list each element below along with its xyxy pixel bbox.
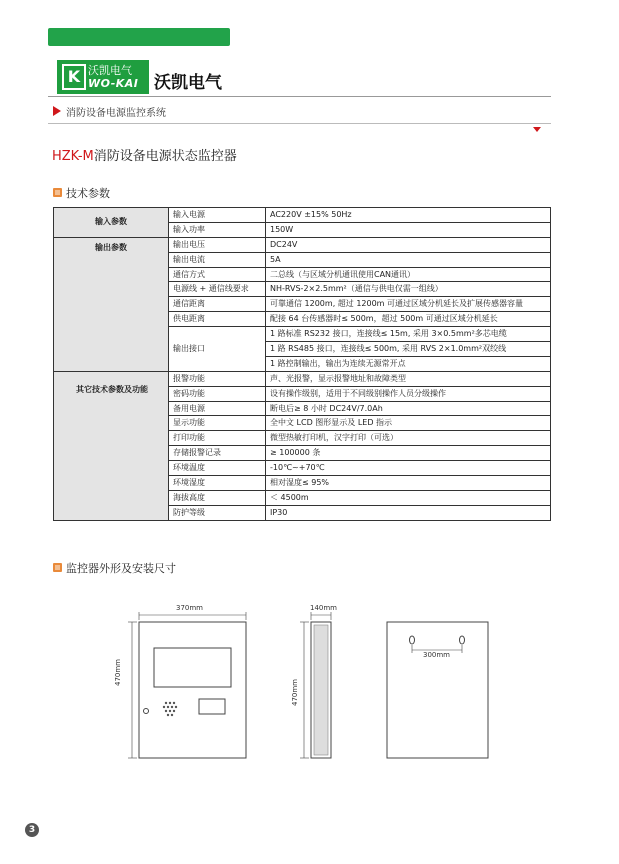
value-cell: 全中文 LCD 图形显示及 LED 指示 (266, 416, 551, 431)
param-cell: 环境温度 (169, 461, 266, 476)
value-cell: 微型热敏打印机，汉字打印（可选） (266, 431, 551, 446)
front-display-window (154, 648, 231, 687)
param-cell: 打印功能 (169, 431, 266, 446)
value-cell: 可靠通信 1200m, 超过 1200m 可通过区域分机延长及扩展传感器容量 (266, 297, 551, 312)
param-cell: 输入功率 (169, 222, 266, 237)
front-height-label: 470mm (114, 659, 122, 686)
logo-english-text: WO-KAI (88, 77, 139, 90)
mounting-hole-left-icon (410, 636, 415, 644)
page-number: 3 (25, 823, 39, 837)
mounting-hole-right-icon (460, 636, 465, 644)
value-cell: AC220V ±15% 50Hz (266, 208, 551, 223)
param-cell: 输出电压 (169, 237, 266, 252)
group-output: 输出参数 (54, 237, 169, 371)
param-cell: 密码功能 (169, 386, 266, 401)
param-cell: 环境湿度 (169, 476, 266, 491)
product-name: 消防设备电源状态监控器 (93, 149, 237, 164)
front-speaker-grille (163, 702, 177, 716)
param-cell: 输出接口 (169, 327, 266, 372)
hole-spacing-label: 300mm (423, 651, 450, 659)
value-cell: ＜ 4500m (266, 490, 551, 505)
dimensions-heading: 监控器外形及安装尺寸 (66, 562, 176, 575)
value-cell: 二总线（与区域分机通讯使用CAN通讯） (266, 267, 551, 282)
value-cell: 设有操作级别，适用于不同级别操作人员分级操作 (266, 386, 551, 401)
param-cell: 显示功能 (169, 416, 266, 431)
logo-mark: K (62, 64, 86, 90)
value-cell: 断电后≥ 8 小时 DC24V/7.0Ah (266, 401, 551, 416)
param-cell: 通信距离 (169, 297, 266, 312)
param-cell: 防护等级 (169, 505, 266, 520)
param-cell: 备用电源 (169, 401, 266, 416)
front-view-drawing (128, 612, 246, 758)
section-title: 消防设备电源监控系统 (66, 108, 166, 119)
value-cell: 1 路控制输出，输出为连续无源常开点 (266, 356, 551, 371)
value-cell: NH-RVS-2×2.5mm²（通信与供电仅需一组线） (266, 282, 551, 297)
group-input: 输入参数 (54, 208, 169, 238)
value-cell: 声、光报警，显示报警地址和故障类型 (266, 371, 551, 386)
param-cell: 海拔高度 (169, 490, 266, 505)
param-cell: 供电距离 (169, 312, 266, 327)
value-cell: 相对湿度≤ 95% (266, 476, 551, 491)
front-printer-slot (199, 699, 225, 714)
spec-heading: 技术参数 (66, 187, 110, 200)
logo-chinese-text: 沃凯电气 (88, 64, 132, 77)
value-cell: 配接 64 台传感器时≤ 500m，超过 500m 可通过区域分机延长 (266, 312, 551, 327)
param-cell: 电源线 + 通信线要求 (169, 282, 266, 297)
param-cell: 通信方式 (169, 267, 266, 282)
value-cell: 1 路 RS485 接口，连接线≤ 500m, 采用 RVS 2×1.0mm²双绞线 (266, 342, 551, 357)
side-depth-label: 140mm (310, 604, 337, 612)
brand-name: 沃凯电气 (154, 73, 222, 93)
value-cell: ≥ 100000 条 (266, 446, 551, 461)
side-panel-edge (314, 625, 328, 755)
param-cell: 输入电源 (169, 208, 266, 223)
value-cell: -10℃~+70℃ (266, 461, 551, 476)
front-housing (139, 622, 246, 758)
param-cell: 输出电流 (169, 252, 266, 267)
product-model: HZK-M (52, 149, 94, 164)
value-cell: DC24V (266, 237, 551, 252)
side-view-drawing (300, 612, 331, 758)
value-cell: 150W (266, 222, 551, 237)
back-view-drawing (387, 622, 488, 758)
front-lock-icon (144, 709, 149, 714)
param-cell: 报警功能 (169, 371, 266, 386)
back-housing (387, 622, 488, 758)
value-cell: IP30 (266, 505, 551, 520)
param-cell: 存储报警记录 (169, 446, 266, 461)
value-cell: 1 路标准 RS232 接口，连接线≤ 15m, 采用 3×0.5mm²多芯电缆 (266, 327, 551, 342)
side-height-label: 470mm (291, 679, 299, 706)
value-cell: 5A (266, 252, 551, 267)
group-other: 其它技术参数及功能 (54, 371, 169, 520)
front-width-label: 370mm (176, 604, 203, 612)
